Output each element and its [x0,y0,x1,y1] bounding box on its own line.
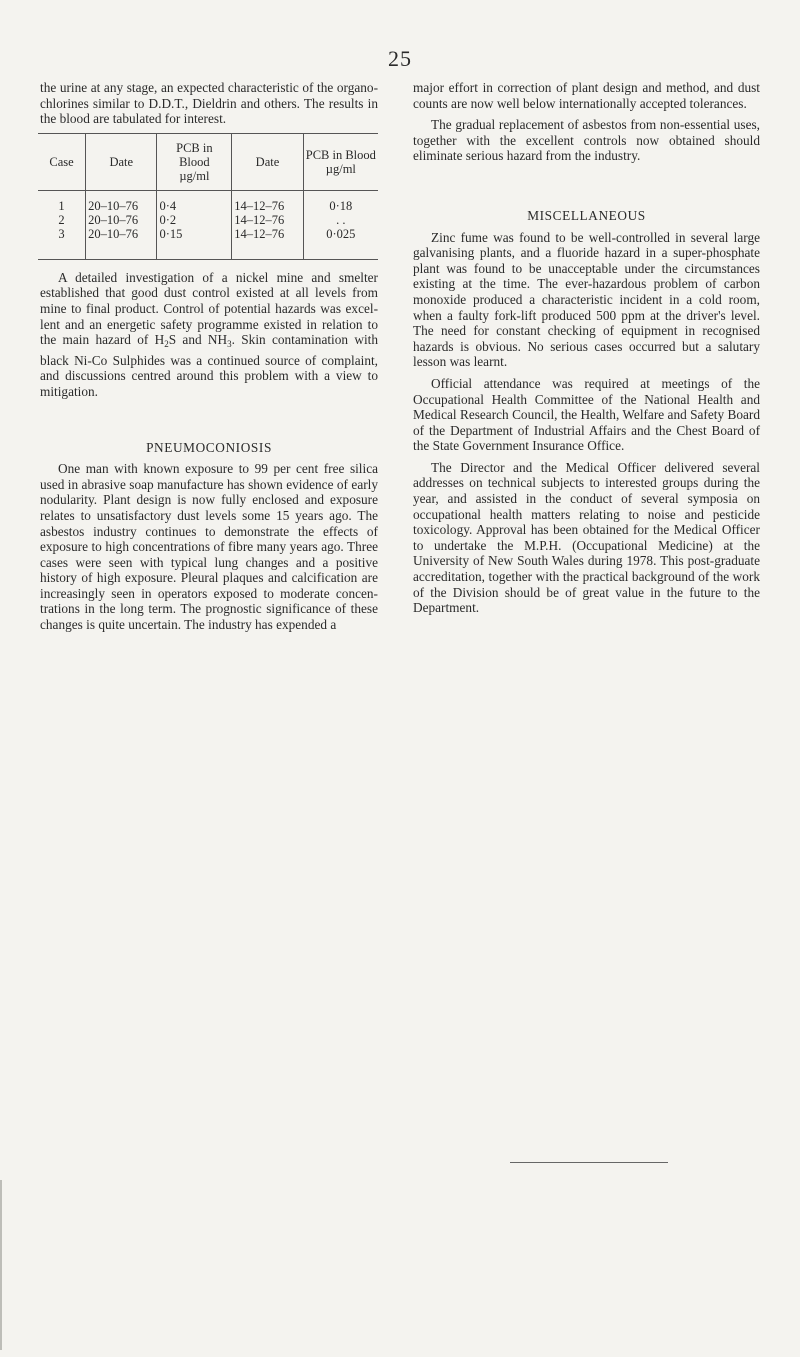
cell-date-2: 14–12–76 [232,227,303,260]
cell-date-2: 14–12–76 [232,213,303,227]
cell-pcb-1: 0·2 [157,213,232,227]
pneumoconiosis-heading: PNEUMOCONIOSIS [146,439,272,455]
header-date-2: Date [232,133,303,190]
cell-pcb-2: 0·025 [303,227,378,260]
page-number: 25 [388,46,412,71]
cell-date-1: 20–10–76 [86,227,157,260]
table-header-row [38,133,378,190]
cell-case: 2 [58,212,65,227]
end-rule [510,1162,668,1163]
table-row [38,190,378,213]
cell-case: 3 [38,227,86,260]
pneumoconiosis-paragraph: One man with known exposure to 99 per cent free silica used in abrasive soap manufacture has shown evidence of early nodularity. Plant design is now fully enclosed and exposure relates to unsatisfactory dust levels some 15 years ago. The asbestos industry continues to demonstrate the effects of exposure to high concentrations of fibre many years ago. Three cases were seen with typical lung changes and a positive history of high exposure. Pleural plaques and calcification are increasingly seen in operators exposed to moderate concen-trations in the long term. The prognostic significance of these changes is quite uncertain. The industry has expended a [40,461,378,633]
cell-date-2: 14–12–76 [232,190,303,213]
cell-date-1: 20–10–76 [86,213,157,227]
cell-pcb-2: . . [303,213,378,227]
page-edge-mark [0,1180,2,1350]
header-date-1: Date [86,133,157,190]
cell-pcb-1: 0·4 [157,190,232,213]
right-column [413,80,760,622]
cell-pcb-2: 0·18 [303,190,378,213]
nickel-mine-paragraph: A detailed investigation of a nickel mine and smelter established that good dust control existed at all levels from mine to final product. Control of potential hazards was excel-lent and an energetic safety programme existed in relation to the main hazard of $H_2S$ and $NH_3$. Skin contamination with black Ni-Co Sulphides was a continued source of complaint, and discussions centred around this problem with a view to mitigation. [40,269,378,399]
official-attendance-paragraph: Official attendance was required at meetings of the Occupational Health Committee of the National Health and Medical Research Council, the Health, Welfare and Safety Board of the Department of Industrial Affairs and the Chest Board of the State Government Insurance Office. [413,375,760,454]
intro-paragraph: the urine at any stage, an expected characteristic of the organo-chlorines similar to D.D.T., Dieldrin and others. The results in the blood are tabulated for interest. [40,80,378,127]
left-column [40,80,378,639]
continued-paragraph: major effort in correction of plant design and method, and dust counts are now well below internationally accepted tolerances. [413,80,760,111]
cell-pcb-1: 0·15 [157,227,232,260]
table-row [38,213,378,227]
cell-case: 1 [58,198,65,213]
header-case: Case [38,133,86,190]
pcb-blood-table [38,133,378,260]
zinc-fume-paragraph: Zinc fume was found to be well-controlled in several large galvanising plants, and a fluoride hazard in a super-phosphate plant was found to be unacceptable under the circumstances existing at the time. The ever-hazardous problem of carbon monoxide produced a characteristic incident in a cold room, when a faulty fork-lift produced 500 ppm at the driver's level. The need for constant checking of equipment in recognised hazards is obvious. No serious cases occurred but a salutary lesson was learnt. [413,229,760,370]
header-pcb-1: PCB in Blood µg/ml [157,133,232,190]
miscellaneous-heading: MISCELLANEOUS [527,207,646,223]
asbestos-paragraph: The gradual replacement of asbestos from non-essential uses, together with the excellent controls now obtained should eliminate serious hazard from the industry. [413,117,760,164]
cell-date-1: 20–10–76 [86,190,157,213]
table-row [38,227,378,260]
header-pcb-2: PCB in Blood µg/ml [303,133,378,190]
director-paragraph: The Director and the Medical Officer delivered several addresses on technical subjects to interested groups during the year, and assisted in the conduct of several symposia on occupational health matters relating to noise and pesticide toxicology. Approval has been obtained for the Medical Officer to undertake the M.P.H. (Occupational Medicine) at the University of New South Wales during 1978. This post-graduate accreditation, together with the practical background of the work of the Division should be of great value in the future to the Department. [413,459,760,616]
